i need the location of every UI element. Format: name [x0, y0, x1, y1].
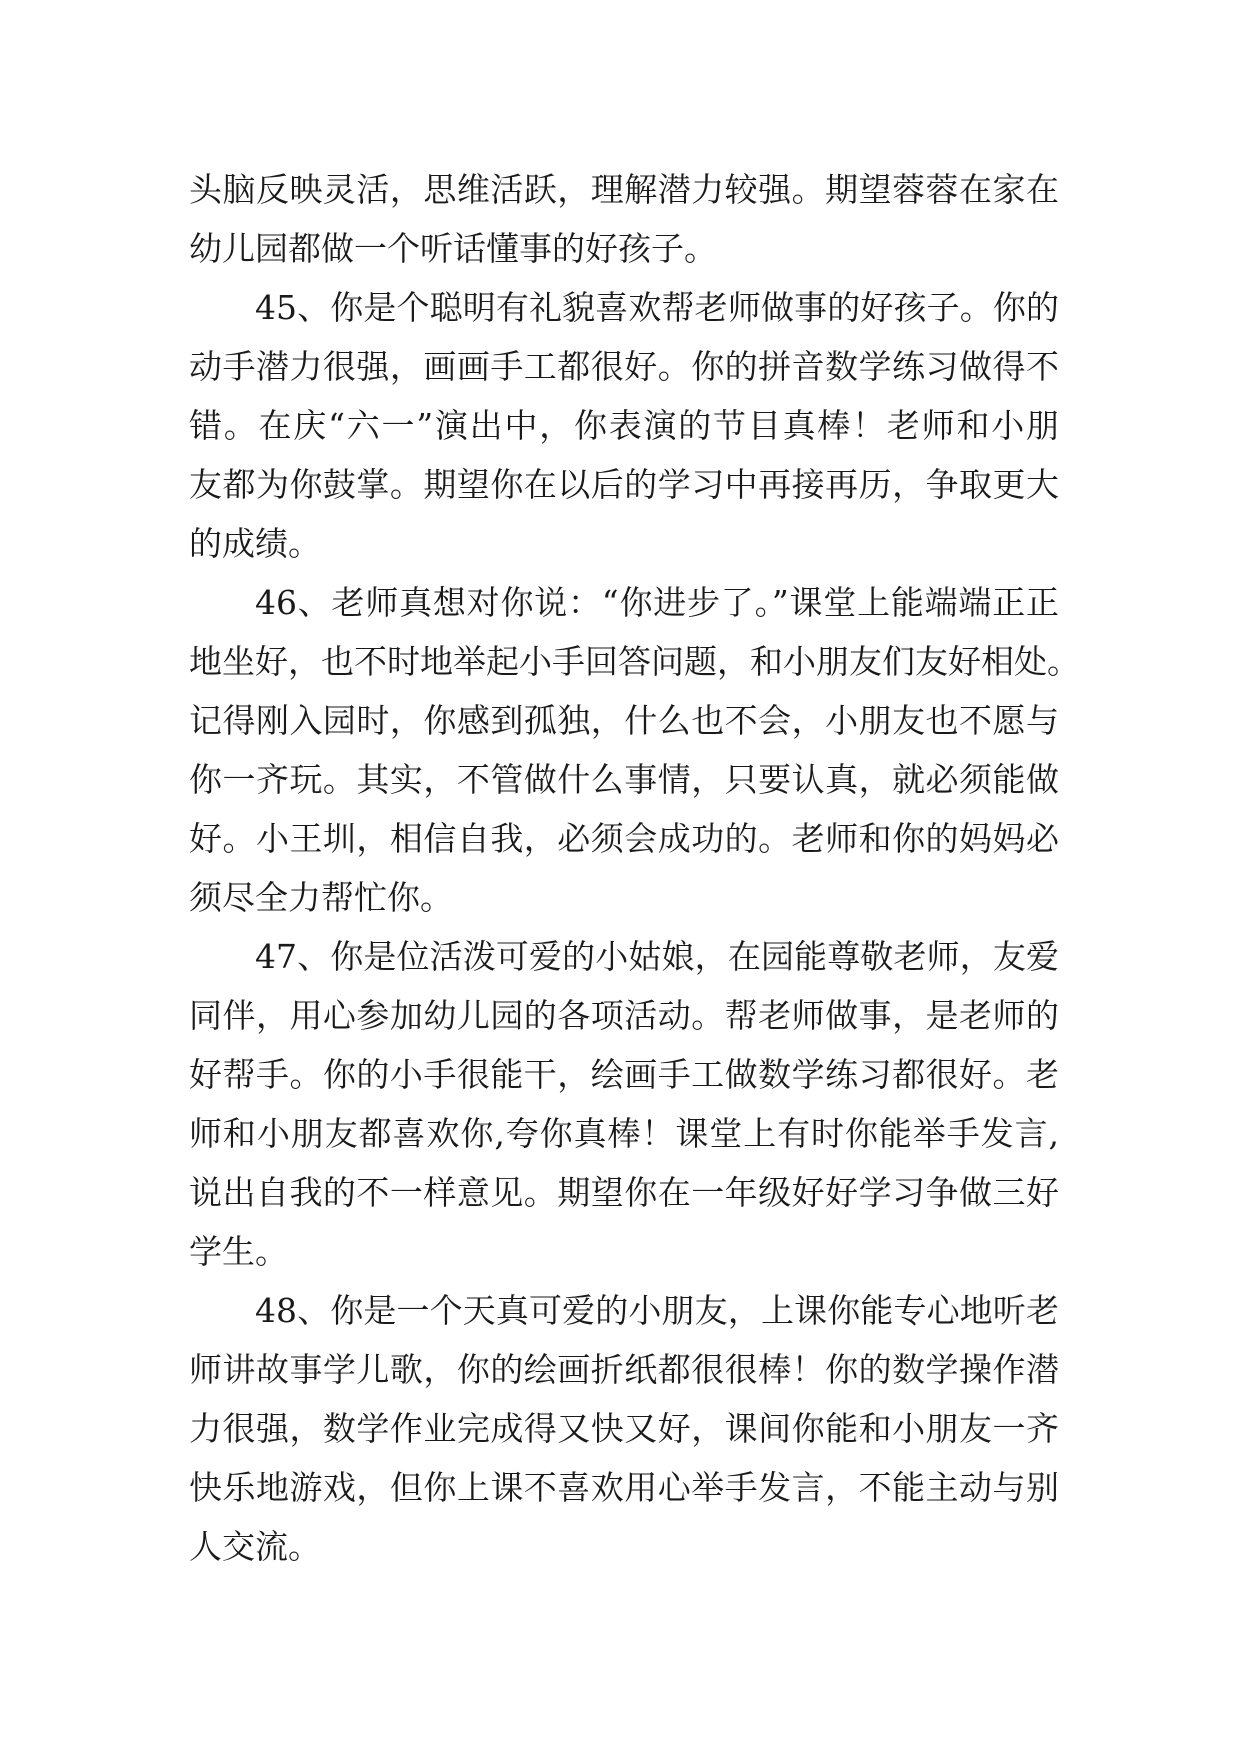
text-line: 头脑反映灵活，思维活跃，理解潜力较强。期望蓉蓉在家在 [189, 170, 1059, 209]
text-line: 说出自我的不一样意见。期望你在一年级好好学习争做三好 [189, 1173, 1059, 1212]
text-line: 记得刚入园时，你感到孤独，什么也不会，小朋友也不愿与 [189, 701, 1059, 740]
text-line: 的成绩。 [189, 524, 321, 563]
text-line: 你一齐玩。其实，不管做什么事情，只要认真，就必须能做 [189, 760, 1059, 799]
text-line: 须尽全力帮忙你。 [189, 878, 453, 917]
text-line: 快乐地游戏，但你上课不喜欢用心举手发言，不能主动与别 [189, 1468, 1059, 1507]
text-line: 同伴，用心参加幼儿园的各项活动。帮老师做事，是老师的 [189, 996, 1059, 1035]
paragraph-47 [189, 927, 1059, 1281]
text-line: 幼儿园都做一个听话懂事的好孩子。 [189, 229, 717, 268]
text-line: 学生。 [189, 1232, 288, 1271]
text-line: 人交流。 [189, 1527, 321, 1566]
text-line: 力很强，数学作业完成得又快又好，课间你能和小朋友一齐 [189, 1409, 1059, 1448]
paragraph-48 [189, 1281, 1059, 1576]
text-line: 48、你是一个天真可爱的小朋友，上课你能专心地听老 [255, 1291, 1059, 1330]
text-line: 好帮手。你的小手很能干，绘画手工做数学练习都很好。老 [189, 1055, 1059, 1094]
text-line: 师和小朋友都喜欢你,夸你真棒！课堂上有时你能举手发言, [189, 1114, 1059, 1153]
paragraph-continuation [189, 160, 1059, 278]
text-line: 错。在庆“六一”演出中，你表演的节目真棒！老师和小朋 [189, 406, 1059, 445]
text-line: 友都为你鼓掌。期望你在以后的学习中再接再历，争取更大 [189, 465, 1059, 504]
text-line: 好。小王圳，相信自我，必须会成功的。老师和你的妈妈必 [189, 819, 1059, 858]
paragraph-46 [189, 573, 1080, 927]
text-line: 45、你是个聪明有礼貌喜欢帮老师做事的好孩子。你的 [255, 288, 1059, 327]
text-line: 地坐好，也不时地举起小手回答问题，和小朋友们友好相处。 [189, 642, 1080, 681]
paragraph-45 [189, 278, 1059, 573]
text-line: 师讲故事学儿歌，你的绘画折纸都很很棒！你的数学操作潜 [189, 1350, 1059, 1389]
text-line: 动手潜力很强，画画手工都很好。你的拼音数学练习做得不 [189, 347, 1059, 386]
text-line: 47、你是位活泼可爱的小姑娘，在园能尊敬老师，友爱 [255, 937, 1059, 976]
text-line: 46、老师真想对你说：“你进步了。”课堂上能端端正正 [255, 583, 1059, 622]
document-body [189, 160, 1080, 1576]
